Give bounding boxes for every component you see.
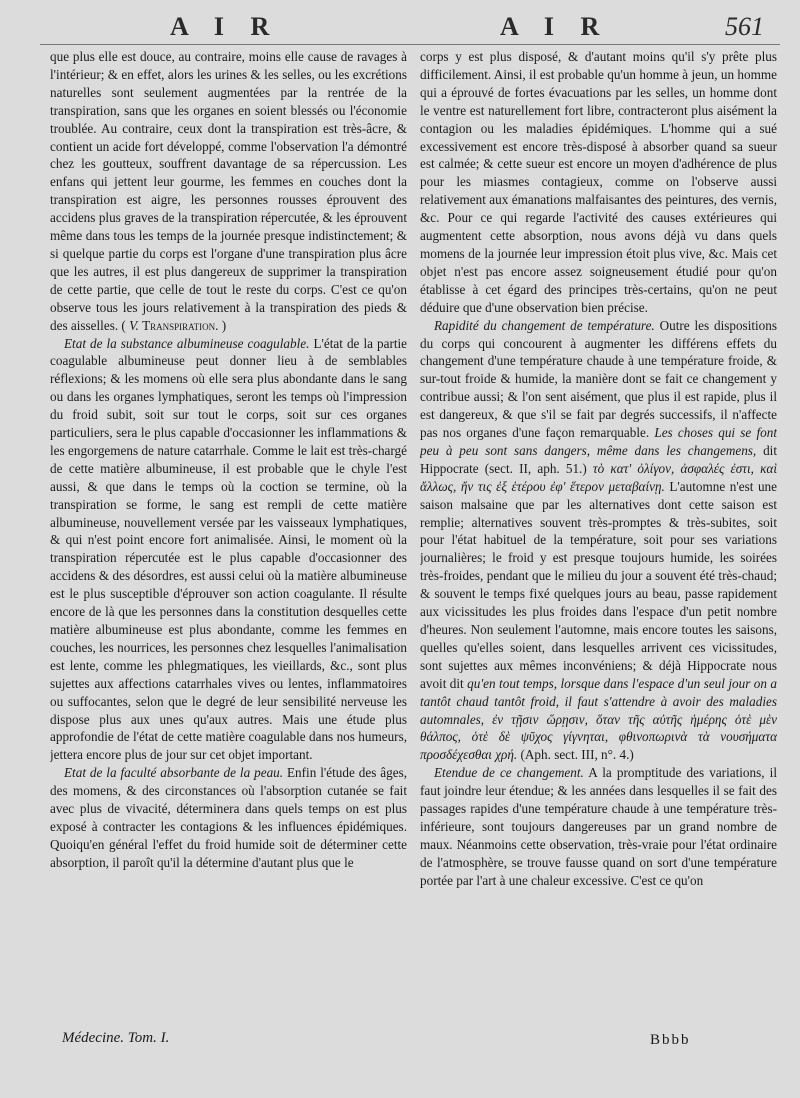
header-rule [40, 44, 780, 45]
paragraph: Etat de la faculté absorbante de la peau. Enfin l'étude des âges, des momens, & des circonstances où l'absorption cutanée se fait avec plus de vivacité, déterminera dans quels temps on est plus exposé à contracter les contagions & les influences épidémiques. Quoiqu'en général l'effet du froid humide soit de déterminer cette absorption, il paroît qu'il la détermine d'autant plus que le [50, 765, 407, 870]
paragraph: Etendue de ce changement. A la promptitude des variations, il faut joindre leur étendue; & les années dans lesquelles il se fait des passages rapides d'une température chaude à une température très-inférieure, sont toujours dangereuses par un grand nombre de maux. Néanmoins cette observation, très-vraie pour l'état ordinaire de l'atmosphère, se trouve fausse quand on sort d'une température portée par l'art à une chaleur excessive. C'est ce qu'on [420, 765, 777, 888]
section-title: Etat de la faculté absorbante de la peau. [64, 765, 284, 781]
footer-title: Médecine. Tom. I. [62, 1030, 170, 1046]
greek-quotation: ἐν τῇσιν ὥρῃσιν, ὅταν τῆς αὐτῆς ἡμέρης ὁτὲ μὲν θάλπος, ὁτὲ δὲ ψῦχος γίγνηται, φθινοπωρινὰ τὰ νουσήματα προσδέχεσθαι χρή. [420, 711, 777, 763]
paragraph: que plus elle est douce, au contraire, moins elle cause de ravages à l'intérieur; & en effet, alors les urines & les selles, ou les excrétions naturelles sont seulement augmentées par la rentrée de la transpiration, sans que les organes en soient blessés ou l'économie troublée. Au contraire, ceux dont la transpiration est très-âcre, & contient un acide fort développé, comme l'observation l'a démontré chez les goutteux, souffrent davantage de sa répercussion. Les enfans qui jettent leur gourme, les femmes en couches dont la transpiration est aigre, les personnes rousses éprouvent des accidens plus graves de la transpiration répercutée, & les éprouvent même dans tous les temps de la journée presque indistinctement; & si quelque partie du corps est l'organe d'une transpiration plus âcre que les autres, il est plus dangereux de supprimer la transpiration de cette partie, que celle de tout le reste du corps. C'est ce qu'on observe tous les jours relativement à la transpiration des pieds & des aisselles. ( V. Transpiration. ) [50, 49, 407, 333]
paragraph: Rapidité du changement de température. Outre les dispositions du corps qui concourent à augmenter les différens effets du changement d'une température chaude à une température froide, & sur-tout froide & humide, la manière dont se fait ce changement y contribue aussi; & l'on sent aisément, que plus il est rapide, plus il est dangereux, & que s'il se fait par degrés successifs, il n'affecte pas nos organes d'une façon remarquable. Les choses qui se font peu à peu sont sans dangers, même dans les changemens, dit Hippocrate (sect. II, aph. 51.) τὸ κατ' ὀλίγον, ἀσφαλές ἐστι, καὶ ἄλλως, ἤν τις ἐξ ἑτέρου ἐφ' ἕτερον μεταβαίνῃ. L'automne n'est une saison malsaine que par les alternatives dont cette saison est remplie; alternatives souvent très-promptes & très-subites, soit pour l'état habituel de la température, soit pour ses variations journalières; le froid y est presque toujours humide, les soirées très-froides, pendant que le milieu du jour a souvent été très-chaud; & souvent le temps fixé quelques jours au beau, passe rapidement aux vicissitudes les plus froides dans l'espace d'un petit nombre d'heures. Non seulement l'automne, mais encore toutes les saisons, quelles qu'elles soient, dans lesquelles arrivent ces vicissitudes, sont sujettes aux mêmes inconvéniens; & déjà Hippocrate nous avoit dit qu'en tout temps, lorsque dans l'espace d'un seul jour on a tantôt chaud tantôt froid, il faut s'attendre à avoir des maladies automnales, ἐν τῇσιν ὥρῃσιν, ὅταν τῆς αὐτῆς ἡμέρης ὁτὲ μὲν θάλπος, ὁτὲ δὲ ψῦχος γίγνηται, φθινοπωρινὰ τὰ νουσήματα προσδέχεσθαι χρή. (Aph. sect. III, n°. 4.) [420, 317, 777, 763]
section-title: Etendue de ce changement. [434, 765, 584, 781]
signature-mark: Bbbb [650, 1032, 691, 1048]
left-column [50, 48, 407, 1048]
page-number: 561 [725, 12, 764, 41]
running-head-right: A I R [500, 12, 610, 41]
greek-quotation: τὸ κατ' ὀλίγον, ἀσφαλές ἐστι, καὶ ἄλλως, ἤν τις ἐξ ἑτέρου ἐφ' ἕτερον μεταβαίνῃ. [420, 460, 777, 494]
section-title: Rapidité du changement de température. [434, 317, 655, 333]
paragraph: Etat de la substance albumineuse coagulable. L'état de la partie coagulable albumineuse peut donner lieu à de semblables réflexions; & les momens où elle sera plus abondante dans le sang ou dans les organes lymphatiques, seront les temps où l'impression du froid subit, soit sur tout le corps, soit sur ces organes particuliers, sera le plus capable d'occasionner les inflammations & les engorgemens de nature catarrhale. Comme le lait est très-chargé de cette matière albumineuse, il est probable que le chyle l'est aussi, & que dans le temps où la coction se termine, où la transpiration se forme, le sang est rempli de cette matière albumineuse, nouvellement versée par les vaisseaux lymphatiques, & qui n'est point encore fort animalisée. Ainsi, le moment où la transpiration répercutée est le plus capable d'occasionner des accidens & des désordres, est aussi celui où la matière albumineuse est le plus susceptible d'éprouver son action coagulante. Il résulte encore de là que les personnes dans la constitution desquelles cette matière albumineuse est plus abondante, comme les femmes en couches, les nourrices, les personnes chez lesquelles l'animalisation est lente, comme les phlegmatiques, les vieillards, &c., sont plus sujettes aux affections catarrhales vives ou lentes, inflammatoires ou suffocantes, selon que le degré de leur sensibilité nerveuse les dispose plus aux unes qu'aux autres. Mais une étude plus approfondie de l'état de cette matière coagulable dans nos humeurs, jettera encore plus de jour sur cet objet important. [50, 335, 407, 763]
section-title: Etat de la substance albumineuse coagulable. [64, 335, 310, 351]
quotation: Les choses qui se font peu à peu sont sans dangers, même dans les changemens, [420, 425, 777, 458]
right-column [420, 48, 777, 1058]
running-head-left: A I R [170, 12, 280, 41]
cross-reference-see: V. [129, 317, 139, 333]
paragraph: corps y est plus disposé, & d'autant moins qu'il s'y prête plus difficilement. Ainsi, il est probable qu'un homme à jeun, un homme qui a éprouvé de fortes évacuations par les selles, un homme dont le ventre est naturellement fort libre, contracteront plus aisément la contagion ou les maladies épidémiques. L'homme qui a sué excessivement est encore très-disposé à absorber quand sa sueur est calmée; & cette sueur est encore un moyen d'adhérence de plus pour les miasmes contagieux, comme on l'observe aussi relativement aux émanations malfaisantes des peintures, des vernis, &c. Pour ce qui regarde l'activité des causes extérieures qui augmentent cette absorption, nous avons déjà vu dans quels momens de la journée leur impression étoit plus vive, &c. Mais cet objet n'est pas encore assez soigneusement étudié pour qu'on établisse à cet égard des principes très-certains, qu'on ne peut déduire que d'une observation bien précise. [420, 49, 777, 315]
quotation: qu'en tout temps, lorsque dans l'espace d'un seul jour on a tantôt chaud tantôt froid, il faut s'attendre à avoir des maladies automnales, [420, 675, 777, 727]
cross-reference-entry: Transpiration. [142, 317, 219, 333]
